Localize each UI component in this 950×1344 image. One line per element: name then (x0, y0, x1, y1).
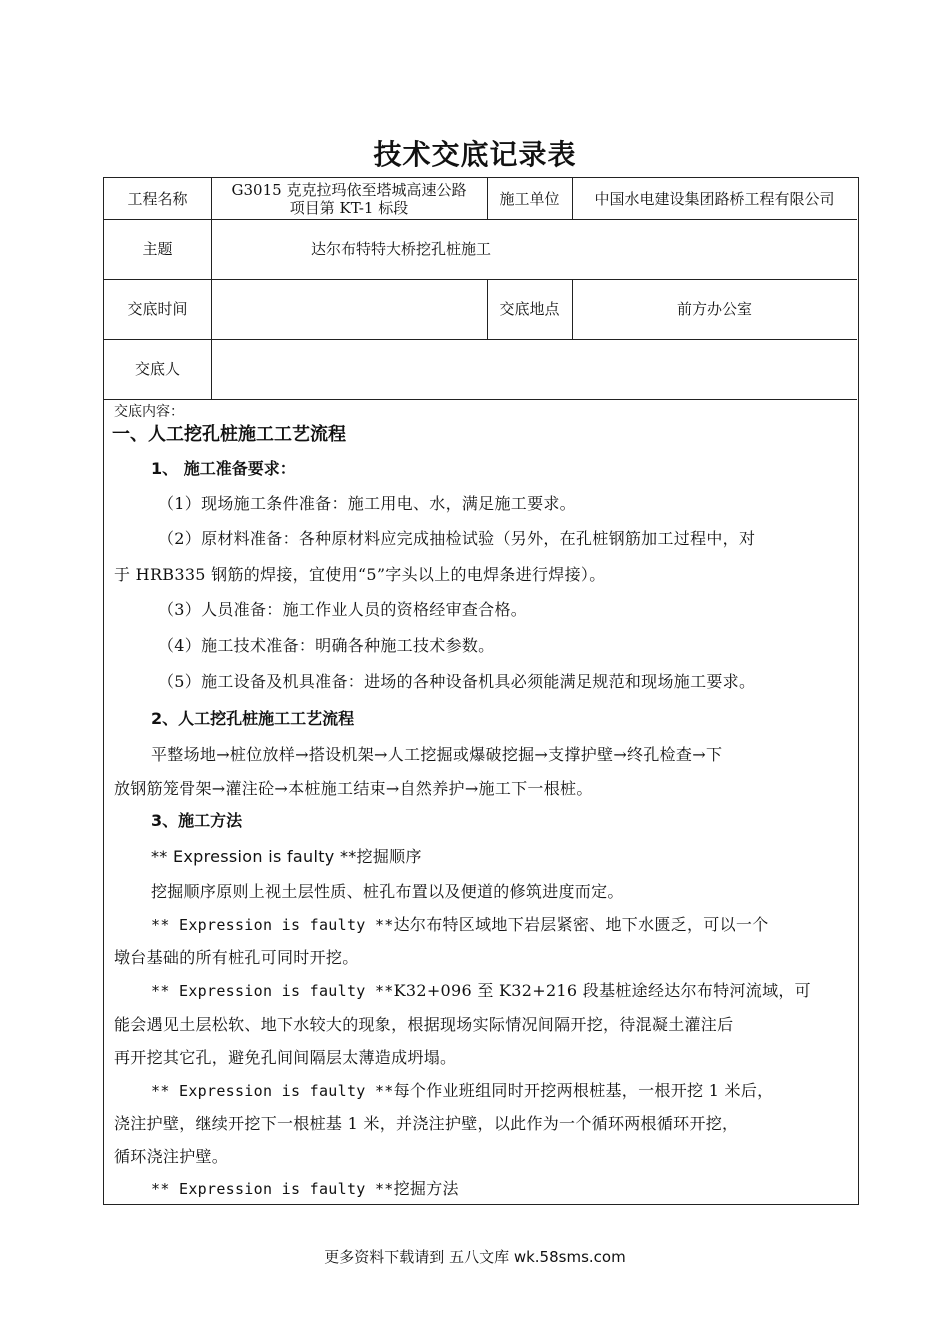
subsection-heading-1: 1、 施工准备要求： (151, 459, 296, 478)
process-flow-line: 放钢筋笼骨架→灌注砼→本桩施工结束→自然养护→施工下一根桩。 (114, 779, 593, 798)
contractor-label: 施工单位 (499, 189, 560, 208)
method-paragraph-cont: 墩台基础的所有桩孔可同时开挖。 (114, 948, 359, 967)
prep-item: （2）原材料准备：各种原材料应完成抽检试验（另外，在孔桩钢筋加工过程中，对 (158, 529, 756, 548)
section-heading-1: 一、人工挖孔桩施工工艺流程 (112, 424, 346, 445)
method-paragraph: 挖掘顺序原则上视土层性质、桩孔布置以及便道的修筑进度而定。 (151, 882, 624, 901)
error-placeholder: ** Expression is faulty ** (151, 982, 394, 1000)
person-label: 交底人 (134, 360, 180, 378)
subsection-heading-2: 2、人工挖孔桩施工工艺流程 (151, 709, 355, 728)
person-value (211, 339, 857, 399)
time-value (211, 279, 487, 339)
record-table (103, 177, 859, 1205)
error-placeholder: ** Expression is faulty ** (151, 1180, 394, 1198)
method-heading-text: 挖掘顺序 (356, 847, 422, 866)
subject-label: 主题 (142, 240, 173, 258)
method-paragraph: ** Expression is faulty **K32+096 至 K32+216 段基桩途经达尔布特河流域，可 (151, 981, 811, 1000)
method-heading: ** Expression is faulty **挖掘方法 (151, 1179, 459, 1198)
document-title: 技术交底记录表 (373, 138, 577, 171)
place-label: 交底地点 (499, 300, 560, 318)
error-placeholder: ** Expression is faulty ** (151, 1082, 394, 1100)
method-heading (151, 844, 422, 867)
prep-item: （4）施工技术准备：明确各种施工技术参数。 (158, 636, 495, 655)
project-name-line2: 项目第 KT-1 标段 (289, 198, 409, 217)
method-paragraph: ** Expression is faulty **达尔布特区域地下岩层紧密、地下水匮乏，可以一个 (151, 915, 769, 934)
prep-item: （3）人员准备：施工作业人员的资格经审查合格。 (158, 600, 528, 619)
project-name-value (211, 178, 487, 219)
prep-item-cont: 于 HRB335 钢筋的焊接，宜使用“5”字头以上的电焊条进行焊接）。 (114, 565, 606, 584)
project-name-label: 工程名称 (127, 189, 188, 208)
row-divider (104, 399, 857, 400)
method-paragraph-cont: 能会遇见土层松软、地下水较大的现象，根据现场实际情况间隔开挖，待混凝土灌注后 (114, 1015, 734, 1034)
prep-item: （5）施工设备及机具准备：进场的各种设备机具必须能满足规范和现场施工要求。 (158, 672, 756, 691)
subject-value: 达尔布特特大桥挖孔桩施工 (311, 240, 492, 258)
process-flow-line: 平整场地→桩位放样→搭设机架→人工挖掘或爆破挖掘→支撑护壁→终孔检查→下 (151, 745, 723, 764)
method-paragraph-cont: 浇注护壁，继续开挖下一根桩基 1 米，并浇注护壁，以此作为一个循环两根循环开挖， (114, 1114, 739, 1133)
time-label: 交底时间 (127, 300, 188, 318)
error-placeholder: ** Expression is faulty ** (151, 916, 394, 934)
method-paragraph-cont: 再开挖其它孔，避免孔间间隔层太薄造成坍塌。 (114, 1048, 457, 1067)
place-value: 前方办公室 (676, 300, 752, 318)
error-placeholder: ** Expression is faulty ** (151, 847, 357, 866)
method-paragraph: ** Expression is faulty **每个作业班组同时开挖两根桩基，一根开挖 1 米后， (151, 1081, 774, 1100)
method-paragraph-cont: 循环浇注护壁。 (114, 1147, 229, 1166)
prep-item: （1）现场施工条件准备：施工用电、水，满足施工要求。 (158, 494, 576, 513)
footer-download-note: 更多资料下载请到 五八文库 wk.58sms.com (324, 1248, 626, 1266)
project-name-line1: G3015 克克拉玛依至塔城高速公路 (231, 180, 467, 199)
content-label: 交底内容： (114, 404, 184, 420)
subsection-heading-3: 3、施工方法 (151, 811, 243, 830)
contractor-value: 中国水电建设集团路桥工程有限公司 (594, 189, 835, 208)
